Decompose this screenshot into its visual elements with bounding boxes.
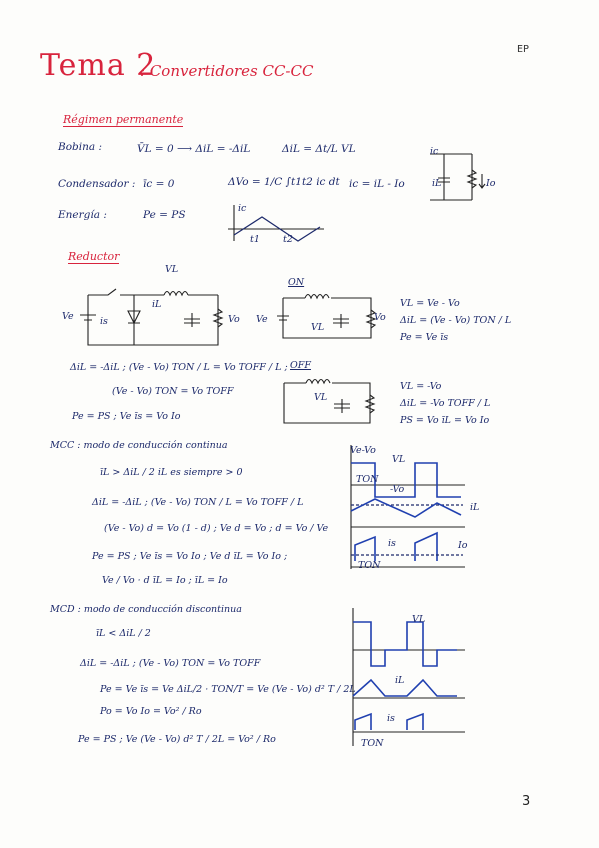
- mcc-label-TON-bottom: TON: [358, 560, 381, 571]
- mcd-label-TON: TON: [361, 738, 384, 749]
- condensador-eq-1: īc = 0: [143, 178, 175, 190]
- page-subtitle: : Convertidores CC-CC: [140, 62, 314, 80]
- on-label-VL: VL: [311, 322, 325, 333]
- mcd-eq-4: Pe = PS ; Ve (Ve - Vo) d² T / 2L = Vo² / Ro: [78, 734, 276, 745]
- buck-label-is: is: [100, 316, 108, 327]
- off-eq-1: VL = -Vo: [400, 381, 442, 392]
- on-equations: [400, 295, 511, 346]
- on-eq-2: ΔiL = (Ve - Vo) TON / L: [400, 315, 512, 326]
- ic-waveform-label-t1: t1: [250, 234, 260, 245]
- mcd-eq-3: Po = Vo Io = Vo² / Ro: [100, 706, 202, 717]
- on-state-circuit: [275, 292, 385, 347]
- off-eq-2: ΔiL = -Vo TOFF / L: [400, 398, 491, 409]
- energia-label: Energía :: [58, 209, 107, 221]
- sketch-label-iL: iL: [432, 178, 442, 189]
- on-eq-1: VL = Ve - Vo: [400, 298, 460, 309]
- mcc-label-mVo: -Vo: [390, 484, 405, 495]
- mcc-label-Io: Io: [458, 540, 468, 551]
- buck-label-VL: VL: [165, 264, 179, 275]
- ic-waveform-label-t2: t2: [283, 234, 293, 245]
- buck-label-iL: iL: [152, 299, 162, 310]
- mcd-title: MCD : modo de conducción discontinua: [50, 604, 242, 615]
- ic-waveform-label-ic: ic: [238, 203, 247, 214]
- reductor-eq-3: Pe = PS ; Ve īs = Vo Io: [72, 411, 181, 422]
- bobina-label: Bobina :: [58, 141, 103, 153]
- off-eq-3: PS = Vo īL = Vo Io: [400, 415, 490, 426]
- sketch-label-Io: Io: [486, 178, 496, 189]
- buck-label-Ve: Ve: [62, 311, 74, 322]
- mcd-eq-2: Pe = Ve īs = Ve ΔiL/2 · TON/T = Ve (Ve - Vo) d² T / 2L: [100, 684, 356, 695]
- mcc-waveforms: [345, 445, 470, 570]
- buck-label-Vo: Vo: [228, 314, 240, 325]
- mcc-label-VL: VL: [392, 454, 406, 465]
- section-heading-reductor: Reductor: [68, 250, 120, 263]
- mcc-condition: īL > ΔiL / 2 iL es siempre > 0: [100, 467, 243, 478]
- author-initials: EP: [517, 44, 530, 55]
- condensador-eq-2: ΔVo = 1/C ∫t1t2 ic dt: [228, 176, 340, 188]
- off-label: OFF: [290, 360, 311, 371]
- mcc-label-iL: iL: [470, 502, 480, 513]
- on-label: ON: [288, 277, 305, 288]
- mcd-waveforms: [345, 608, 470, 748]
- on-label-Vo: Vo: [374, 312, 386, 323]
- on-eq-3: Pe = Ve īs: [400, 332, 449, 343]
- mcd-label-VL: VL: [412, 614, 426, 625]
- bobina-eq-1: V̄L = 0 ⟶ ΔiL = -ΔiL: [137, 143, 251, 155]
- energia-eq: Pe = PS: [143, 209, 186, 221]
- on-label-Ve: Ve: [256, 314, 268, 325]
- off-label-VL: VL: [314, 392, 328, 403]
- sketch-label-ic: ic: [430, 146, 439, 157]
- mcc-eq-3: Pe = PS ; Ve īs = Vo Io ; Ve d īL = Vo Io ;: [92, 551, 288, 562]
- off-state-circuit: [280, 375, 380, 430]
- mcd-label-iL: iL: [395, 675, 405, 686]
- mcc-label-TON: TON: [356, 474, 379, 485]
- mcc-title: MCC : modo de conducción continua: [50, 440, 228, 451]
- mcd-eq-1: ΔiL = -ΔiL ; (Ve - Vo) TON = Vo TOFF: [80, 658, 261, 669]
- bobina-eq-2: ΔiL = Δt/L VL: [282, 143, 356, 155]
- mcc-eq-4: Ve / Vo · d īL = Io ; īL = Io: [102, 575, 228, 586]
- off-equations: [400, 378, 490, 429]
- mcd-condition: īL < ΔiL / 2: [96, 628, 151, 639]
- mcc-eq-1: ΔiL = -ΔiL ; (Ve - Vo) TON / L = Vo TOFF / L: [92, 497, 304, 508]
- page-number: 3: [522, 794, 531, 809]
- buck-converter-circuit: [68, 285, 238, 355]
- reductor-eq-2: (Ve - Vo) TON = Vo TOFF: [112, 386, 234, 397]
- mcc-eq-2: (Ve - Vo) d = Vo (1 - d) ; Ve d = Vo ; d = Vo / Ve: [104, 523, 329, 534]
- condensador-label: Condensador :: [58, 178, 136, 190]
- reductor-eq-1: ΔiL = -ΔiL ; (Ve - Vo) TON / L = Vo TOFF / L ;: [70, 362, 288, 373]
- section-heading-regimen: Régimen permanente: [63, 113, 184, 126]
- page-title: Tema 2: [40, 48, 157, 83]
- mcc-label-is: is: [388, 538, 396, 549]
- condensador-eq-3: ic = iL - Io: [349, 178, 405, 190]
- mcc-label-VeVo: Ve-Vo: [350, 445, 376, 456]
- mcd-label-is: is: [387, 713, 395, 724]
